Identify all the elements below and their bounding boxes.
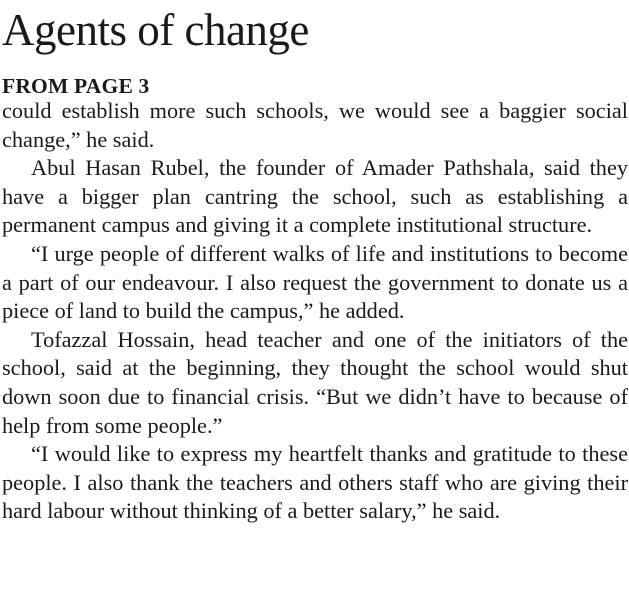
paragraph: “I would like to express my heartfelt thanks and gratitude to these people. I also thank the teachers and others staff who are giving their hard labour without thinking of a better salary,” he said. [2, 441, 628, 524]
paragraph: could establish more such schools, we would see a baggier social change,” he said. [2, 98, 628, 152]
continued-from-label: FROM PAGE 3 [2, 74, 150, 98]
headline: Agents of change [2, 5, 309, 55]
article [2, 0, 628, 526]
paragraph: Tofazzal Hossain, head teacher and one of the initiators of the school, said at the beginning, they thought the school would shut down soon due to financial crisis. “But we didn’t have to because of help from some people.” [2, 326, 628, 438]
paragraph: “I urge people of different walks of life and institutions to become a part of our endeavour. I also request the government to donate us a piece of land to build the campus,” he added. [2, 240, 628, 324]
article-body [2, 97, 628, 526]
paragraph: Abul Hasan Rubel, the founder of Amader Pathshala, said they have a bigger plan cantring the school, such as establishing a permanent campus and giving it a complete institutional structure. [2, 155, 628, 238]
